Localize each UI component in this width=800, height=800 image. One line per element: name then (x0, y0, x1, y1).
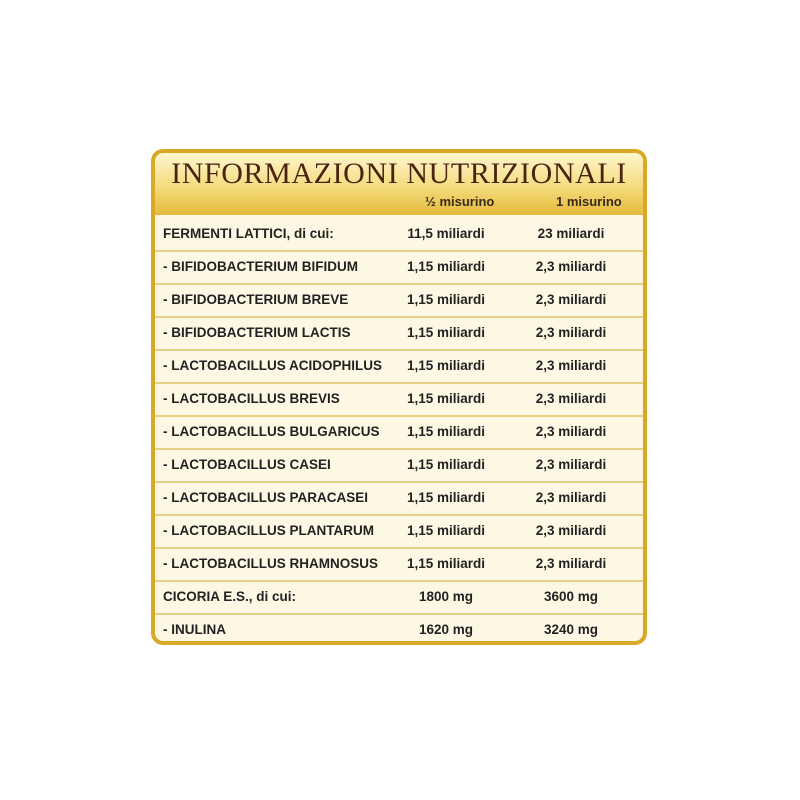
row-full-value: 2,3 miliardi (535, 424, 607, 439)
row-full-value: 2,3 miliardi (535, 523, 607, 538)
table-row (155, 285, 643, 318)
row-full-value: 3600 mg (543, 589, 599, 604)
table-row (155, 351, 643, 384)
table-row (155, 384, 643, 417)
row-full-value: 3240 mg (543, 622, 599, 637)
row-name: - LACTOBACILLUS RHAMNOSUS (163, 556, 378, 571)
row-name: - LACTOBACILLUS BULGARICUS (163, 424, 380, 439)
table-row (155, 252, 643, 285)
row-name: - LACTOBACILLUS BREVIS (163, 391, 340, 406)
table-row (155, 483, 643, 516)
row-half-value: 1,15 miliardi (406, 259, 486, 274)
row-half-value: 1,15 miliardi (406, 523, 486, 538)
row-name: CICORIA E.S., di cui: (163, 589, 297, 604)
row-full-value: 2,3 miliardi (535, 358, 607, 373)
table-row (155, 417, 643, 450)
row-full-value: 2,3 miliardi (535, 259, 607, 274)
row-full-value: 2,3 miliardi (535, 490, 607, 505)
row-half-value: 1,15 miliardi (406, 457, 486, 472)
nutrition-table-panel (151, 149, 647, 645)
row-half-value: 1,15 miliardi (406, 424, 486, 439)
row-name: FERMENTI LATTICI, di cui: (163, 226, 334, 241)
row-name: - LACTOBACILLUS ACIDOPHILUS (163, 358, 382, 373)
row-half-value: 1,15 miliardi (406, 358, 486, 373)
table-row (155, 615, 643, 645)
row-half-value: 1,15 miliardi (406, 391, 486, 406)
table-row (155, 219, 643, 252)
table-title: INFORMAZIONI NUTRIZIONALI (171, 157, 627, 190)
table-row (155, 516, 643, 549)
row-full-value: 2,3 miliardi (535, 391, 607, 406)
row-full-value: 2,3 miliardi (535, 292, 607, 307)
row-name: - INULINA (163, 622, 226, 637)
row-name: - LACTOBACILLUS PARACASEI (163, 490, 368, 505)
row-half-value: 1,15 miliardi (406, 556, 486, 571)
row-name: - BIFIDOBACTERIUM BREVE (163, 292, 349, 307)
row-full-value: 23 miliardi (537, 226, 605, 241)
row-half-value: 1,15 miliardi (406, 325, 486, 340)
row-half-value: 1,15 miliardi (406, 490, 486, 505)
row-half-value: 11,5 miliardi (407, 226, 485, 241)
table-header (155, 153, 643, 215)
row-name: - BIFIDOBACTERIUM LACTIS (163, 325, 351, 340)
row-name: - LACTOBACILLUS PLANTARUM (163, 523, 374, 538)
table-row (155, 450, 643, 483)
row-full-value: 2,3 miliardi (535, 556, 607, 571)
column-header-half-scoop: ½ misurino (425, 194, 495, 209)
row-half-value: 1,15 miliardi (406, 292, 486, 307)
column-header-full-scoop: 1 misurino (556, 194, 622, 209)
row-half-value: 1620 mg (418, 622, 474, 637)
table-row (155, 318, 643, 351)
row-full-value: 2,3 miliardi (535, 457, 607, 472)
table-row (155, 582, 643, 615)
row-name: - BIFIDOBACTERIUM BIFIDUM (163, 259, 358, 274)
row-half-value: 1800 mg (418, 589, 474, 604)
row-name: - LACTOBACILLUS CASEI (163, 457, 331, 472)
table-row (155, 549, 643, 582)
row-full-value: 2,3 miliardi (535, 325, 607, 340)
